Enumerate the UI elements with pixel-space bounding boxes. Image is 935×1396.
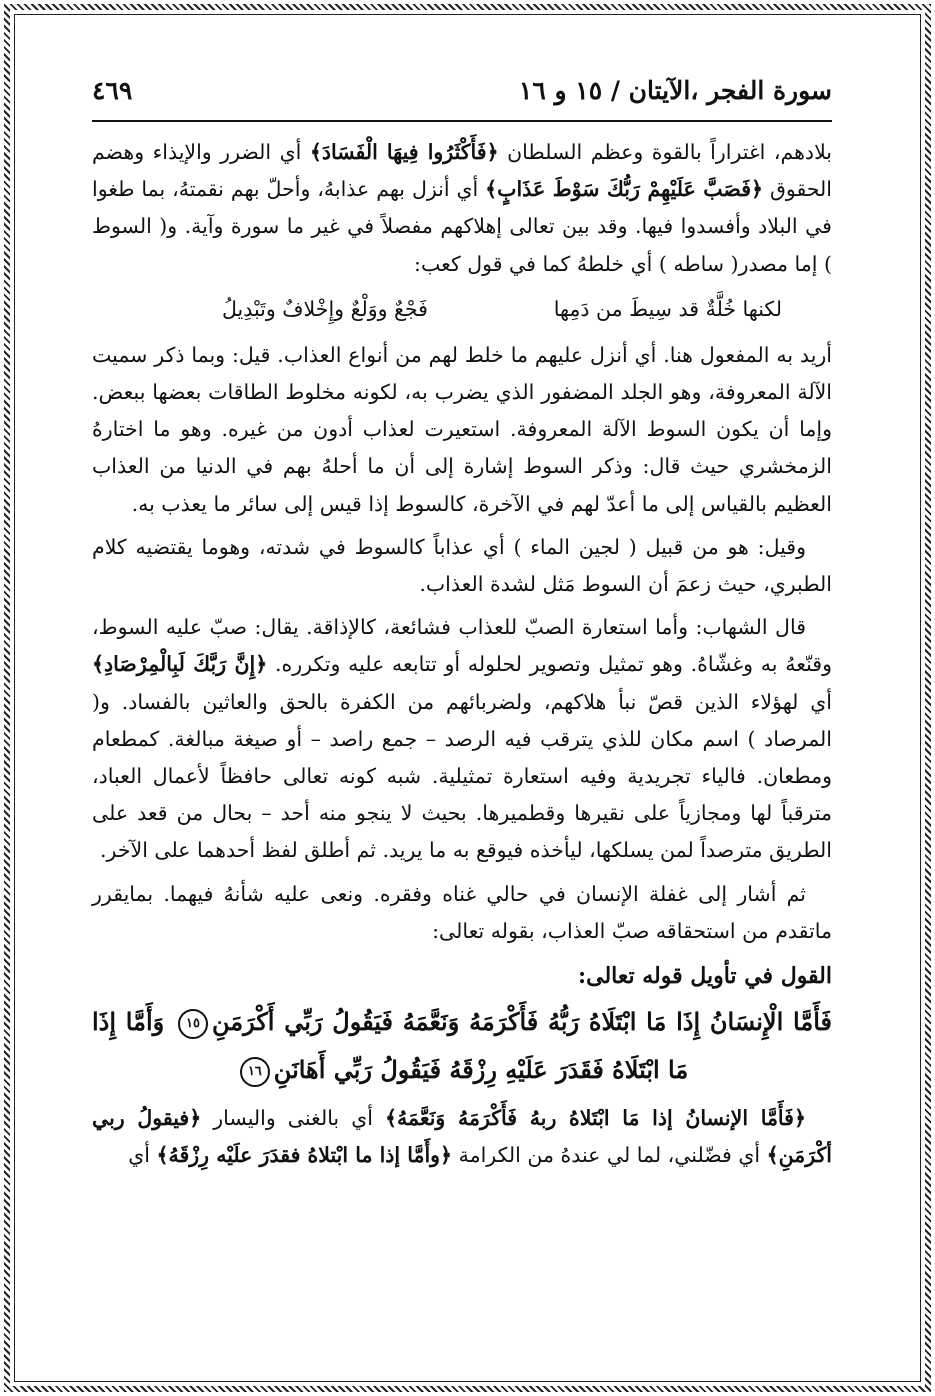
page-number: ٤٦٩ <box>92 76 133 105</box>
text: أي أنزل بهم عذابهُ، وأحلّ بهم نقمتهُ، بما طغوا في البلاد وأفسدوا فيها. وقد بين تعالى إهلاكهم مفصلاً في غير ما سورة وآية. و( السوط ) إما مصدر( ساطه ) أي خلطهُ كما في قول كعب: <box>92 177 832 276</box>
quran-quote: ﴿فَأَكْثَرُوا فِيهَا الْفَسَادَ﴾ <box>309 140 499 164</box>
verse-15: فَأَمَّا الْإِنسَانُ إِذَا مَا ابْتَلَاهُ رَبُّهُ فَأَكْرَمَهُ وَنَعَّمَهُ فَيَقُولُ رَبِّي أَكْرَمَنِ <box>211 1007 832 1037</box>
page-content <box>92 70 832 1180</box>
paragraph-3: وقيل: هو من قبيل ( لجين الماء ) أي عذاباً كالسوط في شدته، وهوما يقتضيه كلام الطبري، حيث زعمَ أن السوط مَثل لشدة العذاب. <box>92 534 832 597</box>
page-body <box>92 134 832 1174</box>
text: أي <box>128 1143 157 1168</box>
text: أي لهؤلاء الذين قصّ نبأ هلاكهم، ولضربائهم من الكفرة بالحق والعاثين بالفساد. و( المرصاد ) اسم مكان للذي يترقب فيه الرصد – جمع راصد – أو صيغة مبالغة. كمطعام ومطعان. فالياء تجريدية وفيه استعارة تمثيلية. شبه كونه تعالى حافظاً لأعمال العباد، مترقباً لها ومجازياً على نقيرها وقطميرها. بحيث لا ينجو منه أحد – بحال من قعد على الطريق مترصداً لمن يسلكها، ليأخذه فيوقع به ما يريد. ثم أطلق لفظ أحدهما على الآخر. <box>92 689 832 863</box>
page-header <box>92 70 832 122</box>
poem-verse <box>92 289 832 329</box>
text: أي فضّلني، لما لي عندهُ من الكرامة <box>452 1143 767 1168</box>
ayah-number-15: ١٥ <box>178 1009 208 1039</box>
quran-quote: ﴿فَصَبَّ عَلَيْهِمْ رَبُّكَ سَوْطَ عَذَابٍ﴾ <box>485 177 764 202</box>
text: أي الضرر والإيذاء وهضم الحقوق <box>92 140 832 202</box>
quran-quote: ﴿وأَمَّا إذا ما ابْتلاهُ فقدَرَ علَيْه رِزْقَهُ﴾ <box>156 1143 453 1168</box>
ayah-number-16: ١٦ <box>240 1057 270 1087</box>
paragraph-6 <box>92 1100 832 1174</box>
paragraph-4 <box>92 609 832 869</box>
quran-quote: ﴿إِنَّ رَبَّكَ لَبِالْمِرْصَادِ﴾ <box>92 652 268 677</box>
paragraph-2: أريد به المفعول هنا. أي أنزل عليهم ما خلط لهم من أنواع العذاب. قيل: وبما ذكر سميت الآلة المعروفة، وهو الجلد المضفور الذي يضرب به، لكونه مخلوط الطاقات بعضها ببعض. وإما أن يكون السوط الآلة المعروفة. استعيرت لعذاب أدون من غيره. وهو ما اختارهُ الزمخشري حيث قال: وذكر السوط إشارة إلى أن ما أحلهُ بهم في الدنيا من العذاب العظيم بالقياس إلى ما أعدّ لهم في الآخرة، كالسوط إذا قيس إلى سائر ما يعذب به. <box>92 342 832 516</box>
paragraph-1 <box>92 134 832 283</box>
quran-quote: ﴿فَأَمَّا الإنسانُ إذا مَا ابْتَلاهُ ربهُ فَأَكْرَمَهُ وَنَعَّمَهُ﴾ <box>384 1106 806 1131</box>
poem-hemistich-1: لكنها خُلَّةٌ قد سِيطَ من دَمِها <box>553 296 782 321</box>
text: بلادهم، اغتراراً بالقوة وعظم السلطان <box>498 140 833 164</box>
section-heading: القول في تأويل قوله تعالى: <box>578 963 832 990</box>
quran-verse-block <box>92 998 832 1094</box>
text: أي بالغنى واليسار <box>201 1106 385 1131</box>
paragraph-5: ثم أشار إلى غفلة الإنسان في حالي غناه وفقره. ونعى عليه شأنهُ فيهما. بمايقرر ماتقدم من استحقاقه صبّ العذاب، بقوله تعالى: <box>92 881 832 943</box>
quran-quote: ﴿فيقولُ ربي أكْرَمَنِ﴾ <box>92 1106 832 1168</box>
verse-16: وَأَمَّا إِذَا مَا ابْتَلَاهُ فَقَدَرَ عَلَيْهِ رِزْقَهُ فَيَقُولُ رَبِّي أَهَانَنِ <box>92 1007 689 1085</box>
running-title: سورة الفجر ،الآيتان / ١٥ و ١٦ <box>518 76 832 105</box>
text: قال الشهاب: وأما استعارة الصبّ للعذاب فشائعة، كالإذاقة. يقال: صبّ عليه السوط، وقنّعهُ به وغشّاهُ. وهو تمثيل وتصوير لحلوله أو تتابعه عليه وتكرره. <box>92 615 832 677</box>
poem-hemistich-2: فَجْعٌ ووَلْعٌ وإِخْلافٌ وتَبْدِيلُ <box>222 296 428 321</box>
